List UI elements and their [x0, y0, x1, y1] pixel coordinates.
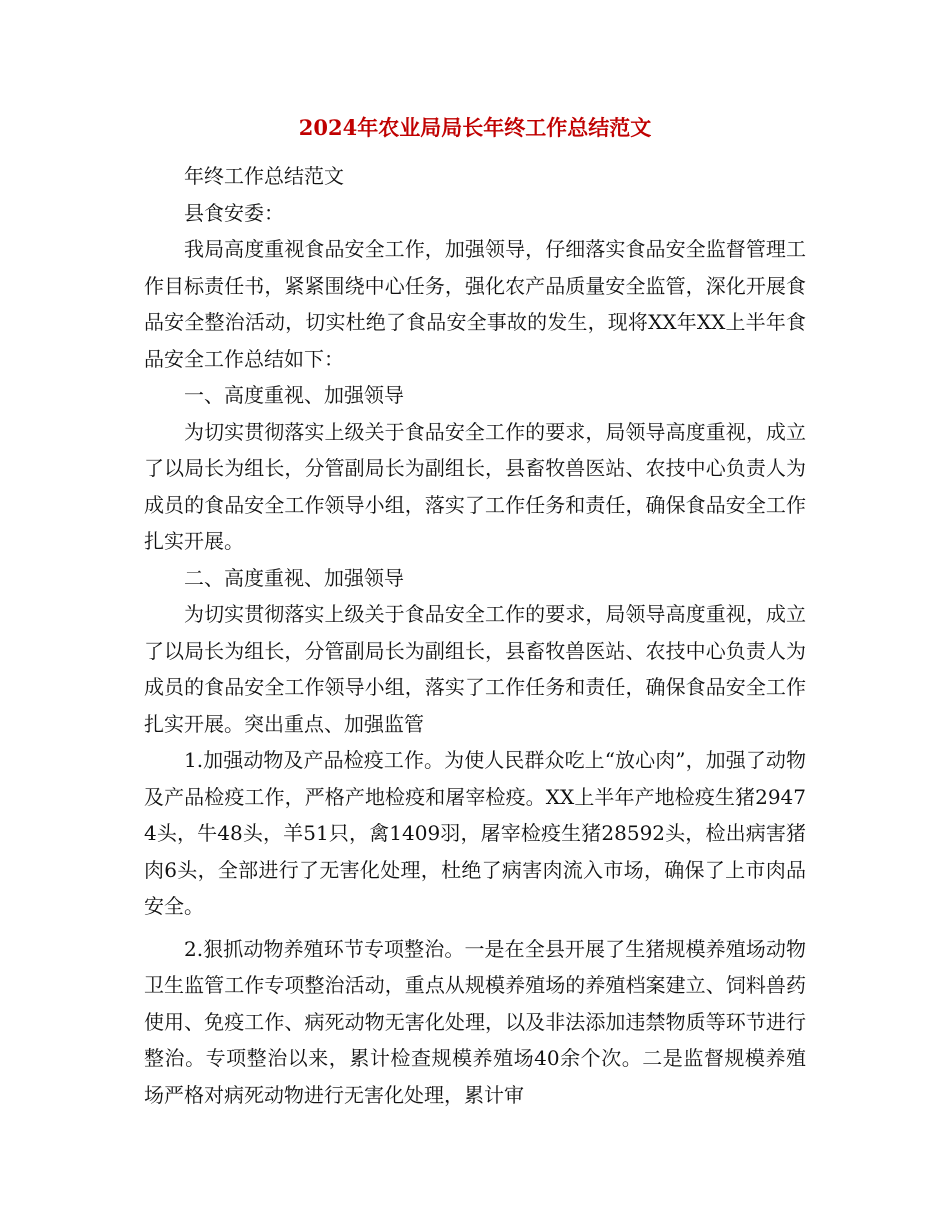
paragraph-section-1: 为切实贯彻落实上级关于食品安全工作的要求，局领导高度重视，成立了以局长为组长，分管副局长为副组长，县畜牧兽医站、农技中心负责人为成员的食品安全工作领导小组，落实了工作任务和责任，确保食品安全工作扎实开展。 — [144, 419, 806, 553]
paragraph-item-1: 1.加强动物及产品检疫工作。为使人民群众吃上“放心肉”，加强了动物及产品检疫工作，严格产地检疫和屠宰检疫。XX上半年产地检疫生猪29474头，牛48头，羊51只，禽1409羽，屠宰检疫生猪28592头，检出病害猪肉6头，全部进行了无害化处理，杜绝了病害肉流入市场，确保了上市肉品安全。 — [144, 748, 806, 918]
paragraph-addressee: 县食安委： — [184, 200, 284, 225]
paragraph-section-2: 为切实贯彻落实上级关于食品安全工作的要求，局领导高度重视，成立了以局长为组长，分管副局长为副组长，县畜牧兽医站、农技中心负责人为成员的食品安全工作领导小组，落实了工作任务和责任，确保食品安全工作扎实开展。突出重点、加强监管 — [144, 602, 806, 736]
paragraph-subtitle: 年终工作总结范文 — [184, 164, 344, 188]
paragraph-intro: 我局高度重视食品安全工作，加强领导，仔细落实食品安全监督管理工作目标责任书，紧紧围绕中心任务，强化农产品质量安全监管，深化开展食品安全整治活动，切实杜绝了食品安全事故的发生，现将XX年XX上半年食品安全工作总结如下： — [144, 237, 806, 371]
paragraph-item-2: 2.狠抓动物养殖环节专项整治。一是在全县开展了生猪规模养殖场动物卫生监管工作专项整治活动，重点从规模养殖场的养殖档案建立、饲料兽药使用、免疫工作、病死动物无害化处理，以及非法添加违禁物质等环节进行整治。专项整治以来，累计检查规模养殖场40余个次。二是监督规模养殖场严格对病死动物进行无害化处理，累计审 — [144, 936, 806, 1107]
section-heading-1: 一、高度重视、加强领导 — [184, 383, 404, 407]
section-heading-2: 二、高度重视、加强领导 — [184, 565, 404, 590]
document-body — [144, 158, 806, 1113]
document-title: 2024年农业局局长年终工作总结范文 — [298, 115, 652, 140]
